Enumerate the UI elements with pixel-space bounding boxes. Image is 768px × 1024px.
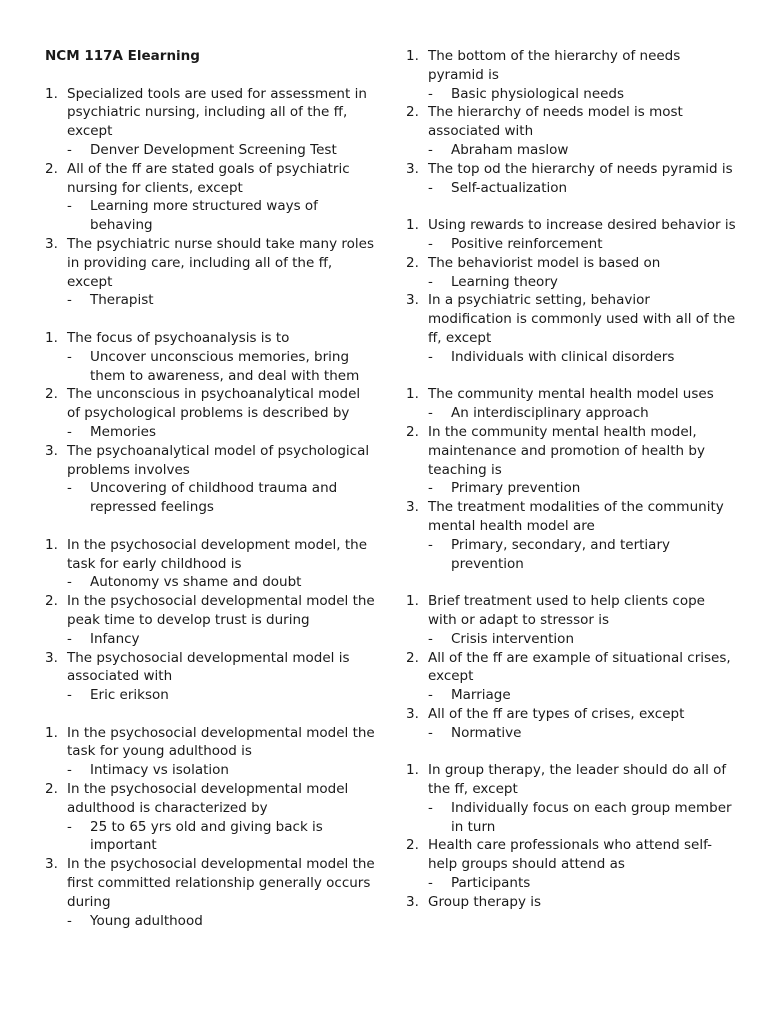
question-number: 1. — [406, 593, 419, 610]
answer-item — [45, 479, 375, 517]
question-text: The psychoanalytical model of psychological problems involves — [67, 442, 370, 478]
question-number: 2. — [406, 254, 419, 271]
question-number: 2. — [45, 593, 58, 610]
question-number: 3. — [406, 499, 419, 516]
question-text: In the psychosocial developmental model the task for young adulthood is — [67, 724, 375, 760]
document-title: NCM 117A Elearning — [45, 48, 200, 64]
answer-text: Infancy — [90, 630, 140, 647]
answer-text: Abraham maslow — [451, 141, 569, 158]
question-item — [45, 780, 375, 818]
question-group — [406, 761, 736, 911]
answer-text: Individuals with clinical disorders — [451, 348, 675, 365]
question-group — [406, 385, 736, 573]
question-item — [406, 423, 736, 479]
question-item — [406, 103, 736, 141]
question-group — [45, 329, 375, 517]
answer-item — [406, 404, 736, 423]
question-text: The hierarchy of needs model is most associated with — [428, 104, 683, 140]
question-text: The behaviorist model is based on — [428, 254, 661, 271]
answer-text: Eric erikson — [90, 687, 169, 704]
answer-dash: - — [428, 405, 433, 422]
question-text: Health care professionals who attend self-help groups should attend as — [428, 837, 712, 873]
question-text: The treatment modalities of the community mental health model are — [428, 499, 724, 534]
answer-dash: - — [428, 235, 433, 252]
question-number: 3. — [406, 705, 419, 722]
answer-dash: - — [428, 724, 433, 741]
question-number: 3. — [45, 442, 58, 459]
question-text: Specialized tools are used for assessment in psychiatric nursing, including all of the ff, except — [67, 85, 367, 140]
answer-dash: - — [428, 179, 433, 196]
question-text: The focus of psychoanalysis is to — [67, 329, 290, 346]
answer-item — [406, 724, 736, 743]
question-number: 1. — [406, 386, 419, 403]
question-item — [406, 592, 736, 630]
answer-dash: - — [428, 687, 433, 704]
question-number: 2. — [45, 386, 58, 403]
answer-dash: - — [428, 536, 433, 553]
question-number: 2. — [45, 781, 58, 798]
question-text: Using rewards to increase desired behavior is — [428, 217, 736, 234]
question-text: The top od the hierarchy of needs pyramid is — [428, 160, 733, 177]
answer-item — [406, 686, 736, 705]
question-number: 1. — [406, 217, 419, 234]
question-item — [406, 705, 736, 724]
question-number: 1. — [406, 762, 419, 779]
answer-text: Intimacy vs isolation — [90, 762, 229, 779]
question-number: 2. — [406, 649, 419, 666]
question-item — [45, 649, 375, 687]
answer-dash: - — [67, 423, 72, 440]
answer-item — [45, 348, 375, 386]
left-column — [45, 47, 375, 949]
question-item — [45, 235, 375, 291]
question-item — [406, 291, 736, 347]
answer-item — [406, 479, 736, 498]
question-text: All of the ff are example of situational crises, except — [428, 649, 731, 685]
question-number: 2. — [406, 837, 419, 854]
answer-item — [45, 761, 375, 780]
answer-item — [45, 686, 375, 705]
answer-dash: - — [67, 574, 72, 591]
answer-dash: - — [67, 687, 72, 704]
question-number: 2. — [406, 423, 419, 440]
question-item — [45, 536, 375, 574]
answer-dash: - — [67, 198, 72, 215]
question-number: 3. — [45, 649, 58, 666]
answer-item — [406, 874, 736, 893]
answer-text: Denver Development Screening Test — [90, 141, 337, 158]
answer-text: Uncovering of childhood trauma and repressed feelings — [90, 480, 338, 516]
answer-dash: - — [67, 141, 72, 158]
answer-item — [406, 348, 736, 367]
answer-item — [45, 141, 375, 160]
question-text: The psychiatric nurse should take many roles in providing care, including all of the ff, except — [67, 235, 374, 290]
question-group — [45, 724, 375, 931]
answer-item — [45, 423, 375, 442]
right-question-groups — [406, 47, 736, 912]
question-group — [406, 592, 736, 742]
answer-text: Self-actualization — [451, 179, 568, 196]
question-text: The unconscious in psychoanalytical model of psychological problems is described by — [67, 386, 361, 422]
question-group — [45, 536, 375, 705]
answer-item — [406, 85, 736, 104]
question-number: 3. — [45, 856, 58, 873]
answer-text: 25 to 65 yrs old and giving back is important — [90, 818, 323, 854]
question-item — [406, 216, 736, 235]
answer-text: Primary prevention — [451, 480, 581, 497]
question-item — [406, 385, 736, 404]
answer-text: Normative — [451, 724, 522, 741]
answer-text: Crisis intervention — [451, 630, 575, 647]
answer-text: Primary, secondary, and tertiary prevention — [451, 536, 670, 572]
answer-dash: - — [67, 818, 72, 835]
question-item — [45, 160, 375, 198]
answer-dash: - — [428, 273, 433, 290]
answer-dash: - — [428, 85, 433, 102]
answer-item — [45, 818, 375, 856]
answer-item — [45, 912, 375, 931]
answer-item — [406, 630, 736, 649]
question-number: 2. — [406, 104, 419, 121]
question-text: The psychosocial developmental model is associated with — [67, 649, 350, 685]
answer-dash: - — [67, 912, 72, 929]
question-number: 1. — [45, 85, 58, 102]
question-group — [406, 216, 736, 366]
answer-dash: - — [67, 348, 72, 365]
answer-dash: - — [67, 630, 72, 647]
question-number: 3. — [406, 893, 419, 910]
question-text: In the community mental health model, maintenance and promotion of health by teaching is — [428, 423, 705, 478]
answer-text: Therapist — [90, 292, 154, 309]
question-group — [45, 85, 375, 311]
answer-item — [406, 179, 736, 198]
answer-item — [406, 799, 736, 837]
answer-item — [45, 573, 375, 592]
answer-dash: - — [67, 762, 72, 779]
question-item — [45, 329, 375, 348]
question-number: 2. — [45, 160, 58, 177]
answer-dash: - — [428, 348, 433, 365]
answer-dash: - — [428, 875, 433, 892]
answer-dash: - — [67, 480, 72, 497]
question-item — [406, 649, 736, 687]
answer-dash: - — [428, 799, 433, 816]
answer-text: Young adulthood — [90, 912, 203, 929]
question-text: All of the ff are stated goals of psychiatric nursing for clients, except — [67, 160, 350, 196]
answer-text: Marriage — [451, 687, 511, 704]
answer-dash: - — [428, 480, 433, 497]
question-item — [45, 385, 375, 423]
answer-text: Autonomy vs shame and doubt — [90, 574, 302, 591]
question-item — [45, 85, 375, 141]
answer-text: Individually focus on each group member in turn — [451, 799, 732, 835]
answer-text: An interdisciplinary approach — [451, 405, 649, 422]
answer-text: Uncover unconscious memories, bring them to awareness, and deal with them — [90, 348, 360, 384]
answer-item — [406, 273, 736, 292]
answer-item — [406, 536, 736, 574]
question-item — [406, 893, 736, 912]
question-text: The community mental health model uses — [428, 386, 714, 403]
left-question-groups — [45, 85, 375, 931]
question-number: 1. — [45, 329, 58, 346]
answer-dash: - — [428, 141, 433, 158]
answer-item — [406, 235, 736, 254]
right-column — [406, 47, 736, 930]
answer-item — [45, 197, 375, 235]
question-number: 1. — [45, 724, 58, 741]
question-text: Brief treatment used to help clients cope with or adapt to stressor is — [428, 593, 705, 628]
answer-text: Memories — [90, 423, 157, 440]
answer-item — [406, 141, 736, 160]
question-text: In the psychosocial developmental model adulthood is characterized by — [67, 781, 349, 816]
question-item — [406, 761, 736, 799]
question-item — [45, 442, 375, 480]
question-item — [406, 254, 736, 273]
answer-dash: - — [67, 292, 72, 309]
question-item — [406, 47, 736, 85]
question-number: 3. — [45, 235, 58, 252]
question-text: In the psychosocial developmental model the first committed relationship generally occurs during — [67, 856, 375, 910]
question-text: Group therapy is — [428, 893, 542, 910]
question-item — [406, 498, 736, 536]
answer-text: Basic physiological needs — [451, 85, 625, 102]
question-group — [406, 47, 736, 197]
answer-item — [45, 291, 375, 310]
question-text: The bottom of the hierarchy of needs pyramid is — [428, 48, 681, 83]
question-number: 1. — [406, 48, 419, 64]
answer-text: Participants — [451, 875, 531, 892]
question-text: In the psychosocial development model, the task for early childhood is — [67, 536, 368, 572]
question-item — [45, 724, 375, 762]
question-text: All of the ff are types of crises, except — [428, 705, 685, 722]
answer-item — [45, 630, 375, 649]
question-text: In the psychosocial developmental model the peak time to develop trust is during — [67, 593, 375, 628]
question-item — [45, 855, 375, 911]
answer-text: Positive reinforcement — [451, 235, 603, 252]
question-item — [45, 592, 375, 630]
question-number: 3. — [406, 292, 419, 309]
question-text: In a psychiatric setting, behavior modification is commonly used with all of the ff, except — [428, 292, 736, 346]
answer-dash: - — [428, 630, 433, 647]
question-item — [406, 836, 736, 874]
question-text: In group therapy, the leader should do all of the ff, except — [428, 762, 727, 798]
question-item — [406, 160, 736, 179]
question-number: 1. — [45, 536, 58, 553]
question-number: 3. — [406, 160, 419, 177]
answer-text: Learning theory — [451, 273, 558, 290]
answer-text: Learning more structured ways of behaving — [90, 198, 318, 234]
